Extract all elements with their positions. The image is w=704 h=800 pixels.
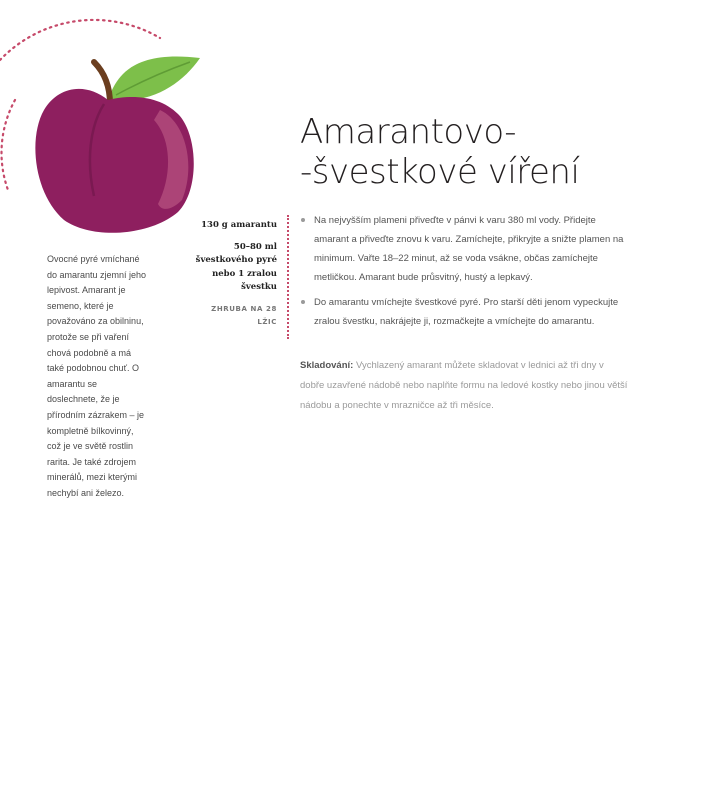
sidenote — [47, 252, 147, 502]
yield-label: ZHRUBA NA 28 LŽIC — [211, 304, 277, 326]
title-line-1: Amarantovo- — [300, 112, 517, 152]
recipe-title — [300, 112, 680, 192]
step-item: Na nejvyšším plameni přiveďte v pánvi k varu 380 ml vody. Přidejte amarant a přiveďte znovu k varu. Zamíchejte, přikryjte a snižte plamen na minimum. Vařte 18–22 minut, až se voda vsákne, občas zamíchejte metličkou. Amarant bude průsvitný, hustý a lepkavý. — [300, 211, 630, 287]
dotted-divider — [287, 215, 291, 339]
ingredients-list — [195, 219, 277, 330]
storage-label: Skladování: — [300, 360, 354, 371]
sidenote-text: Ovocné pyré vmíchané do amarantu zjemní jeho lepivost. Amarant je semeno, které je považováno za obilninu, protože se při vaření chová podobně a má také podobnou chuť. O amarantu se doslechnete, že je přírodním zázrakem – je kompletně bílkovinný, což je ve světě rostlin rarita. Je také zdrojem minerálů, mezi kterými nechybí ani železo. — [47, 254, 147, 498]
storage-note — [300, 356, 630, 416]
ingredient-item: 50–80 ml švestkového pyré nebo 1 zralou švestku — [195, 241, 277, 292]
storage-text: Vychlazený amarant můžete skladovat v lednici až tři dny v dobře uzavřené nádobě nebo naplňte formu na ledové kostky nebo jinou větší nádobu a ponechte v mrazničce až tři měsíce. — [300, 360, 628, 411]
plum-illustration — [0, 0, 210, 240]
step-item: Do amarantu vmíchejte švestkové pyré. Pro starší děti jenom vypeckujte zralou švestku, nakrájejte ji, rozmačkejte a vmíchejte do amarantu. — [300, 293, 630, 331]
method-steps — [300, 211, 630, 337]
ingredient-item: 130 g amarantu — [201, 220, 277, 230]
title-line-2: -švestkové víření — [300, 152, 580, 192]
